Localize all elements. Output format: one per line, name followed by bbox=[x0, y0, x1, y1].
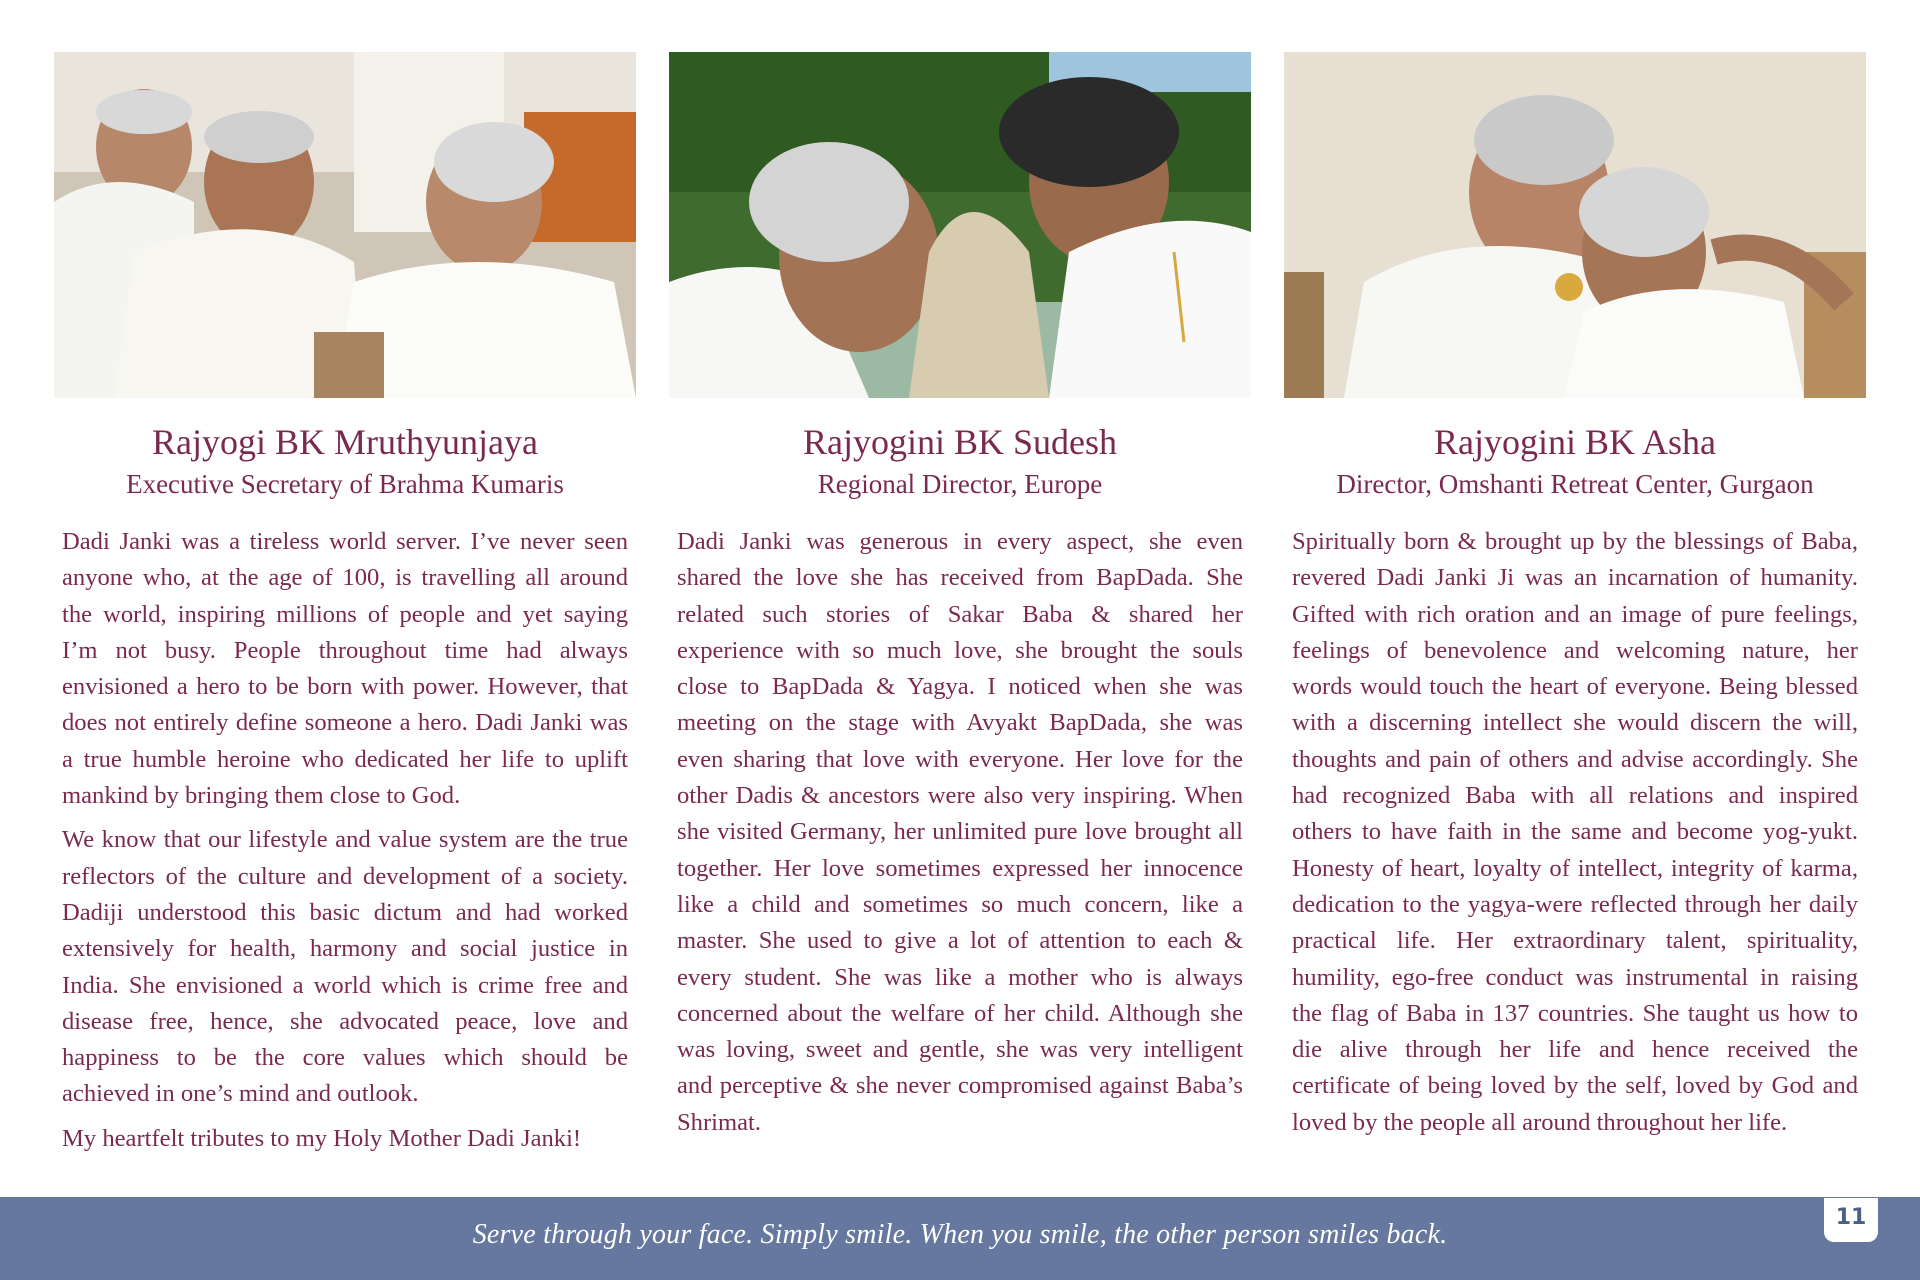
profile-role: Director, Omshanti Retreat Center, Gurgaon bbox=[1336, 469, 1814, 499]
paragraph: We know that our lifestyle and value system are the true reflectors of the culture and development of a society. Dadiji understood this basic dictum and had worked extensively for health, harmony and social justice in India. She envisioned a world which is crime free and disease free, hence, she advocated peace, love and happiness to be the core values which should be achieved in one’s mind and outlook. bbox=[62, 826, 628, 1108]
profile-text bbox=[1284, 524, 1866, 1141]
footer-band bbox=[0, 1197, 1920, 1280]
profile-role: Regional Director, Europe bbox=[817, 469, 1103, 499]
profile-text bbox=[669, 524, 1251, 1141]
paragraph: Spiritually born & brought up by the blessings of Baba, revered Dadi Janki Ji was an incarnation of humanity. Gifted with rich oration and an image of pure feelings, feelings of benevolence and welcoming nature, her words would touch the heart of everyone. Being blessed with a discerning intellect she would discern the will, thoughts and pain of others and advise accordingly. She had recognized Baba with all relations and inspired others to have faith in the same and become yog-yukt. Honesty of heart, loyalty of intellect, integrity of karma, dedication to the yagya-were reflected through her daily practical life. Her extraordinary talent, spirituality, humility, ego-free conduct was instrumental in raising the flag of Baba in 137 countries. She taught us how to die alive through her life and hence received the certificate of being loved by the self, loved by God and loved by the people all around throughout her life. bbox=[1292, 528, 1858, 1136]
photo-mruthyunjaya bbox=[54, 52, 636, 398]
profile-text bbox=[54, 524, 636, 1157]
paragraph: My heartfelt tributes to my Holy Mother Dadi Janki! bbox=[62, 1124, 582, 1152]
footer-quote: Serve through your face. Simply smile. When you smile, the other person smiles back. bbox=[472, 1219, 1448, 1250]
profile-role: Executive Secretary of Brahma Kumaris bbox=[126, 469, 564, 499]
profile-column-3 bbox=[1284, 52, 1866, 1149]
profile-column-1 bbox=[54, 52, 636, 1165]
profile-column-2 bbox=[669, 52, 1251, 1149]
paragraph: Dadi Janki was generous in every aspect, she even shared the love she has received from BapDada. She related such stories of Sakar Baba & shared her experience with so much love, she brought the souls close to BapDada & Yagya. I noticed when she was meeting on the stage with Avyakt BapDada, she was even sharing that love with everyone. Her love for the other Dadis & ancestors were also very inspiring. When she visited Germany, her unlimited pure love brought all together. Her love sometimes expressed her innocence like a child and sometimes so much concern, like a master. She used to give a lot of attention to each & every student. She was like a mother who is always concerned about the welfare of her child. Although she was loving, sweet and gentle, she was very intelligent and perceptive & she never compromised against Baba’s Shrimat. bbox=[677, 528, 1243, 1136]
page-number: 11 bbox=[1824, 1198, 1878, 1242]
profile-name: Rajyogini BK Asha bbox=[1433, 422, 1716, 462]
profile-name: Rajyogi BK Mruthyunjaya bbox=[152, 422, 538, 462]
photo-illustration bbox=[54, 52, 636, 398]
photo-sudesh bbox=[669, 52, 1251, 398]
profile-name: Rajyogini BK Sudesh bbox=[802, 422, 1117, 462]
photo-asha bbox=[1284, 52, 1866, 398]
photo-illustration bbox=[669, 52, 1251, 398]
paragraph: Dadi Janki was a tireless world server. I’ve never seen anyone who, at the age of 100, is travelling all around the world, inspiring millions of people and yet saying I’m not busy. People throughout time had always envisioned a hero to be born with power. However, that does not entirely define someone a hero. Dadi Janki was a true humble heroine who dedicated her life to uplift mankind by bringing them close to God. bbox=[62, 528, 628, 810]
photo-illustration bbox=[1284, 52, 1866, 398]
